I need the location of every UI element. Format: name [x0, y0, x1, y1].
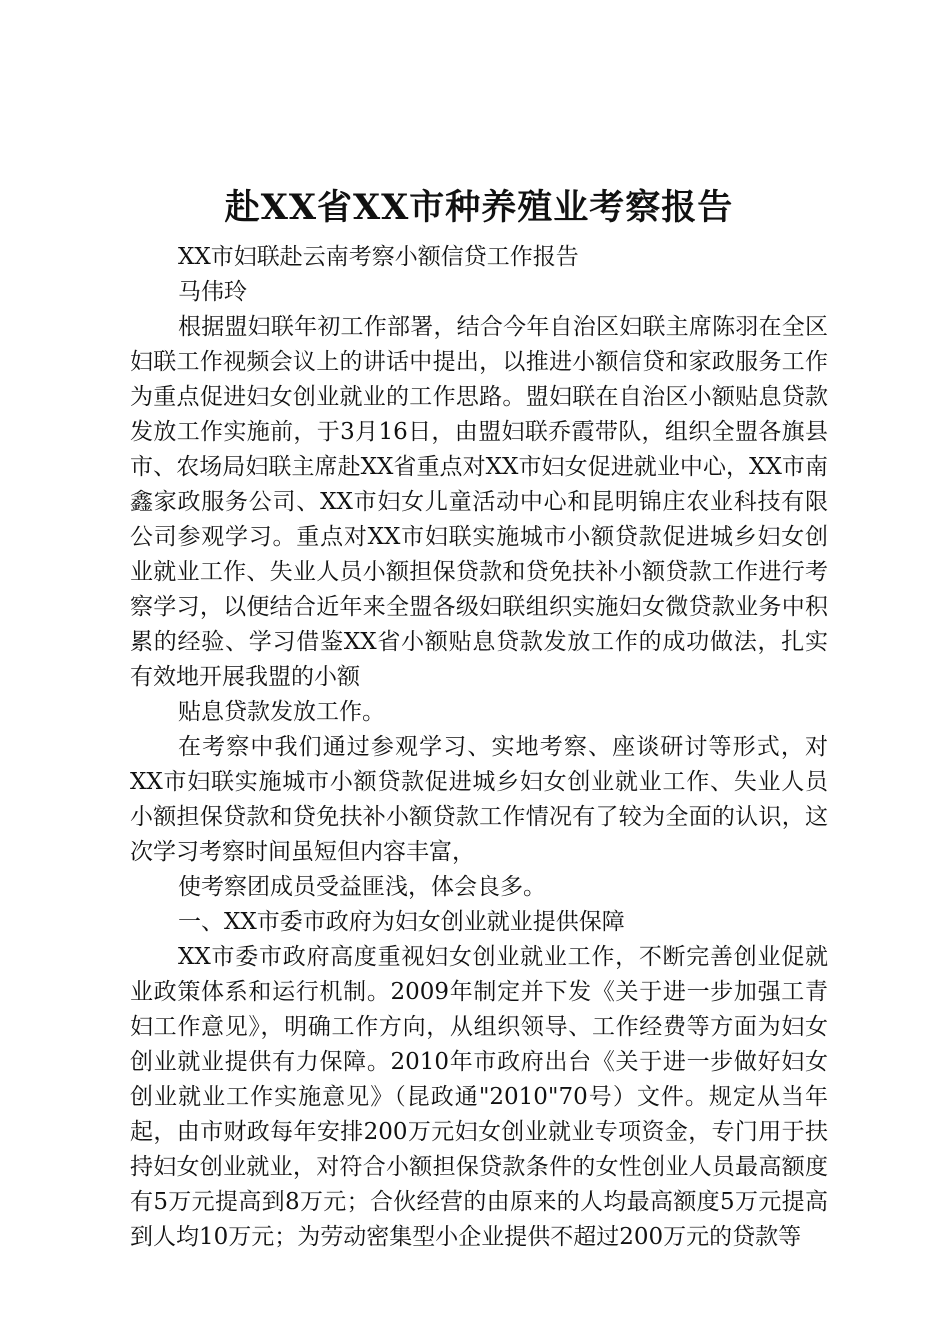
body-paragraph: 根据盟妇联年初工作部署，结合今年自治区妇联主席陈羽在全区妇联工作视频会议上的讲话中提出，以推进小额信贷和家政服务工作为重点促进妇女创业就业的工作思路。盟妇联在自治区小额贴息贷款发放工作实施前，于3月16日，由盟妇联乔霞带队，组织全盟各旗县市、农场局妇联主席赴XX省重点对XX市妇女促进就业中心，XX市南鑫家政服务公司、XX市妇女儿童活动中心和昆明锦庄农业科技有限公司参观学习。重点对XX市妇联实施城市小额贷款促进城乡妇女创业就业工作、失业人员小额担保贷款和贷免扶补小额贷款工作进行考察学习，以便结合近年来全盟各级妇联组织实施妇女微贷款业务中积累的经验、学习借鉴XX省小额贴息贷款发放工作的成功做法，扎实有效地开展我盟的小额: [130, 314, 828, 690]
document-title: 赴XX省XX市种养殖业考察报告: [224, 187, 734, 228]
body-paragraph: XX市委市政府高度重视妇女创业就业工作，不断完善创业促就业政策体系和运行机制。2009年制定并下发《关于进一步加强工青妇工作意见》，明确工作方向，从组织领导、工作经费等方面为妇女创业就业提供有力保障。2010年市政府出台《关于进一步做好妇女创业就业工作实施意见》（昆政通"2010"70号）文件。规定从当年起，由市财政每年安排200万元妇女创业就业专项资金，专门用于扶持妇女创业就业，对符合小额担保贷款条件的女性创业人员最高额度有5万元提高到8万元；合伙经营的由原来的人均最高额度5万元提高到人均10万元；为劳动密集型小企业提供不超过200万元的贷款等: [130, 944, 828, 1250]
body-paragraph: 在考察中我们通过参观学习、实地考察、座谈研讨等形式，对XX市妇联实施城市小额贷款促进城乡妇女创业就业工作、失业人员小额担保贷款和贷免扶补小额贷款工作情况有了较为全面的认识，这次学习考察时间虽短但内容丰富，: [130, 734, 828, 865]
document-page: [130, 186, 828, 1255]
body-paragraph: 使考察团成员受益匪浅，体会良多。: [178, 874, 546, 900]
section-heading: 一、XX市委市政府为妇女创业就业提供保障: [178, 909, 625, 935]
document-author: 马伟玲: [178, 279, 247, 305]
document-subtitle: XX市妇联赴云南考察小额信贷工作报告: [178, 244, 579, 270]
body-paragraph: 贴息贷款发放工作。: [178, 699, 385, 725]
